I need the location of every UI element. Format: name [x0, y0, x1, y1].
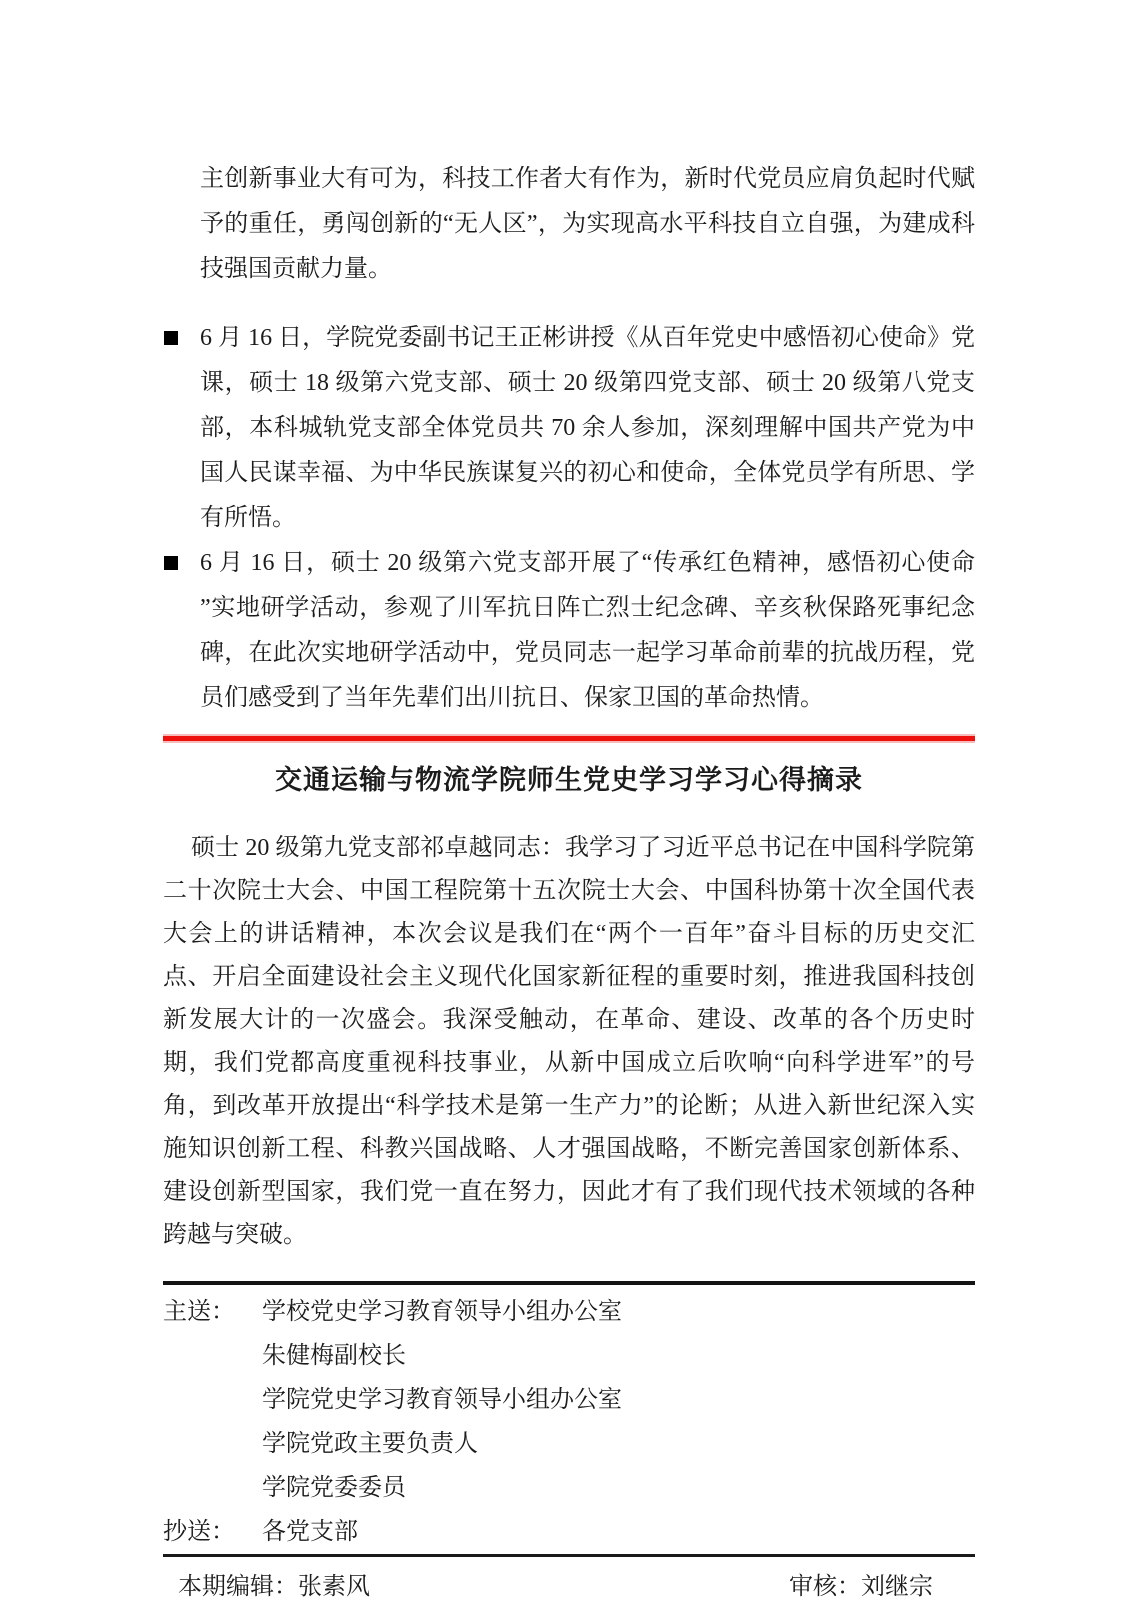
bullet-square-icon — [164, 331, 178, 345]
copy-send-item: 各党支部 — [262, 1519, 358, 1545]
main-send-item: 学院党政主要负责人 — [262, 1431, 478, 1457]
reviewer-credit: 审核：刘继宗 — [789, 1574, 933, 1600]
main-send-items — [262, 1290, 975, 1510]
main-send-row — [163, 1290, 975, 1510]
section-title: 交通运输与物流学院师生党史学习学习心得摘录 — [275, 765, 863, 795]
editor-credit: 本期编辑：张素风 — [178, 1574, 370, 1600]
bullet-item-1 — [200, 316, 975, 541]
credits-top-rule — [163, 1554, 975, 1557]
red-divider-line — [163, 734, 975, 743]
bullet-item-2 — [200, 541, 975, 721]
credits-row — [163, 1565, 975, 1600]
main-send-item: 学院党史学习教育领导小组办公室 — [262, 1387, 622, 1413]
bullet-square-icon — [164, 556, 178, 570]
distribution-block — [163, 1290, 975, 1554]
main-send-label: 主送： — [163, 1299, 235, 1325]
copy-send-label: 抄送： — [163, 1519, 235, 1545]
distribution-top-rule — [163, 1281, 975, 1285]
main-send-item: 学校党史学习教育领导小组办公室 — [262, 1299, 622, 1325]
copy-send-items — [262, 1510, 975, 1554]
continuation-paragraph: 主创新事业大有可为，科技工作者大有作为，新时代党员应肩负起时代赋予的重任，勇闯创新的“无人区”，为实现高水平科技自立自强，为建成科技强国贡献力量。 — [200, 166, 975, 282]
bullet-item-text: 6 月 16 日，学院党委副书记王正彬讲授《从百年党史中感悟初心使命》党课，硕士 18 级第六党支部、硕士 20 级第四党支部、硕士 20 级第八党支部，本科城轨党支部全体党员共 70 余人参加，深刻理解中国共产党为中国人民谋幸福、为中华民族谋复兴的初心和使命，全体党员学有所思、学有所悟。 — [200, 325, 975, 531]
bullet-item-text: 6 月 16 日，硕士 20 级第六党支部开展了“传承红色精神，感悟初心使命 ”实地研学活动，参观了川军抗日阵亡烈士纪念碑、辛亥秋保路死事纪念碑，在此次实地研学活动中，党员同志一起学习革命前辈的抗战历程，党员们感受到了当年先辈们出川抗日、保家卫国的革命热情。 — [200, 550, 975, 711]
excerpt-paragraph: 硕士 20 级第九党支部祁卓越同志：我学习了习近平总书记在中国科学院第二十次院士大会、中国工程院第十五次院士大会、中国科协第十次全国代表大会上的讲话精神，本次会议是我们在“两个一百年”奋斗目标的历史交汇点、开启全面建设社会主义现代化国家新征程的重要时刻，推进我国科技创新发展大计的一次盛会。我深受触动，在革命、建设、改革的各个历史时期，我们党都高度重视科技事业，从新中国成立后吹响“向科学进军”的号角，到改革开放提出“科学技术是第一生产力”的论断；从进入新世纪深入实施知识创新工程、科教兴国战略、人才强国战略，不断完善国家创新体系、建设创新型国家，我们党一直在努力，因此才有了我们现代技术领域的各种跨越与突破。 — [163, 835, 975, 1248]
copy-send-row — [163, 1510, 975, 1554]
main-send-item: 朱健梅副校长 — [262, 1343, 406, 1369]
main-send-item: 学院党委委员 — [262, 1475, 406, 1501]
